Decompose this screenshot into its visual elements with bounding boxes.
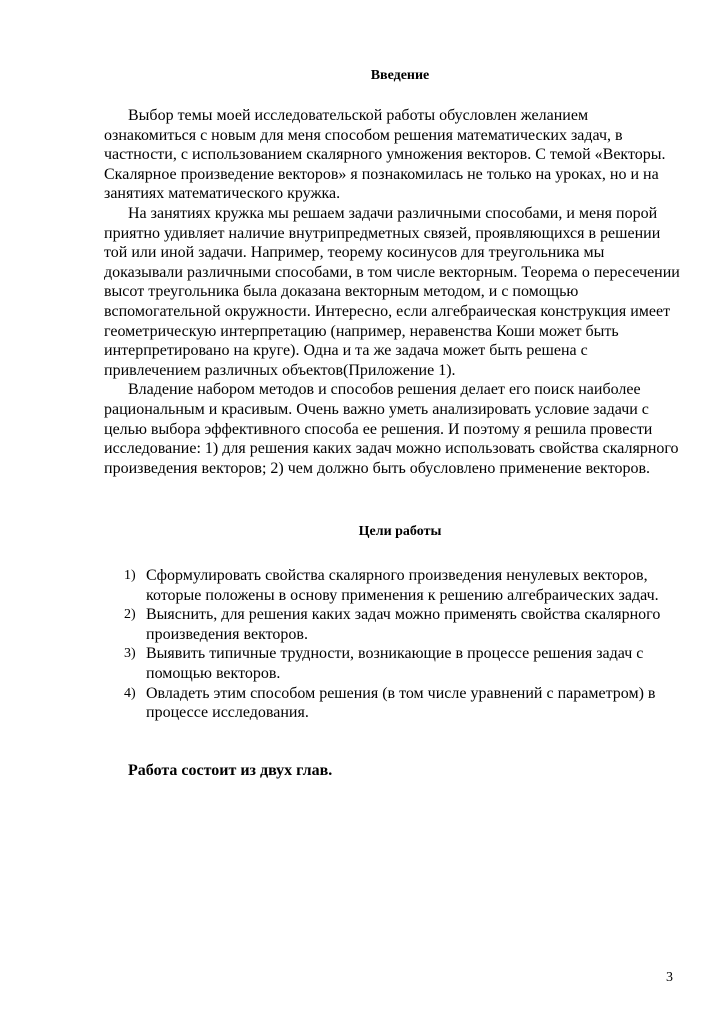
list-item-number: 4) bbox=[124, 685, 136, 701]
list-item-number: 3) bbox=[124, 646, 136, 662]
list-item-number: 1) bbox=[124, 568, 136, 583]
goals-heading: Цели работы bbox=[358, 524, 442, 539]
list-item-text: Овладеть этим способом решения (в том числе уравнений с параметром) в процессе исследования. bbox=[146, 684, 656, 722]
list-item-text: Выяснить, для решения каких задач можно применять свойства скалярного произведения векторов. bbox=[146, 606, 661, 643]
list-item-text: Выявить типичные трудности, возникающие в процессе решения задач с помощью векторов. bbox=[146, 645, 644, 682]
paragraph: Владение набором методов и способов решения делает его поиск наиболее рациональным и красивым. Очень важно уметь анализировать условие задачи с целью выбора эффективного способа ее решения. И поэтому я решила провести исследование: 1) для решения каких задач можно использовать свойства скалярного произведения векторов; 2) чем должно быть обусловлено применение векторов. bbox=[104, 381, 679, 477]
list-item-text: Сформулировать свойства скалярного произведения ненулевых векторов, которые положены в основу применения к решению алгебраических задач. bbox=[146, 567, 659, 604]
goals-list bbox=[124, 566, 684, 723]
list-item-number: 2) bbox=[124, 607, 136, 623]
page-number: 3 bbox=[666, 970, 673, 985]
intro-body bbox=[104, 106, 684, 478]
list-item bbox=[124, 605, 684, 644]
summary-text: Работа состоит из двух глав. bbox=[128, 762, 333, 779]
list-item bbox=[124, 644, 684, 683]
intro-heading: Введение bbox=[370, 68, 430, 83]
paragraph: Выбор темы моей исследовательской работы обусловлен желанием ознакомиться с новым для меня способом решения математических задач, в частности, с использованием скалярного умножения векторов. С темой «Векторы. Скалярное произведение векторов» я познакомилась не только на уроках, но и на занятиях математического кружка. bbox=[104, 107, 666, 203]
list-item bbox=[124, 684, 684, 723]
paragraph: На занятиях кружка мы решаем задачи различными способами, и меня порой приятно удивляет наличие внутрипредметных связей, проявляющихся в решении той или иной задачи. Например, теорему косинусов для треугольника мы доказывали различными способами, в том числе векторным. Теорема о пересечении высот треугольника была доказана векторным методом, и с помощью вспомогательной окружности. Интересно, если алгебраическая конструкция имеет геометрическую интерпретацию (например, неравенства Коши может быть интерпретировано на круге). Одна и та же задача может быть решена с привлечением различных объектов(Приложение 1). bbox=[104, 204, 680, 379]
list-item bbox=[124, 566, 684, 605]
